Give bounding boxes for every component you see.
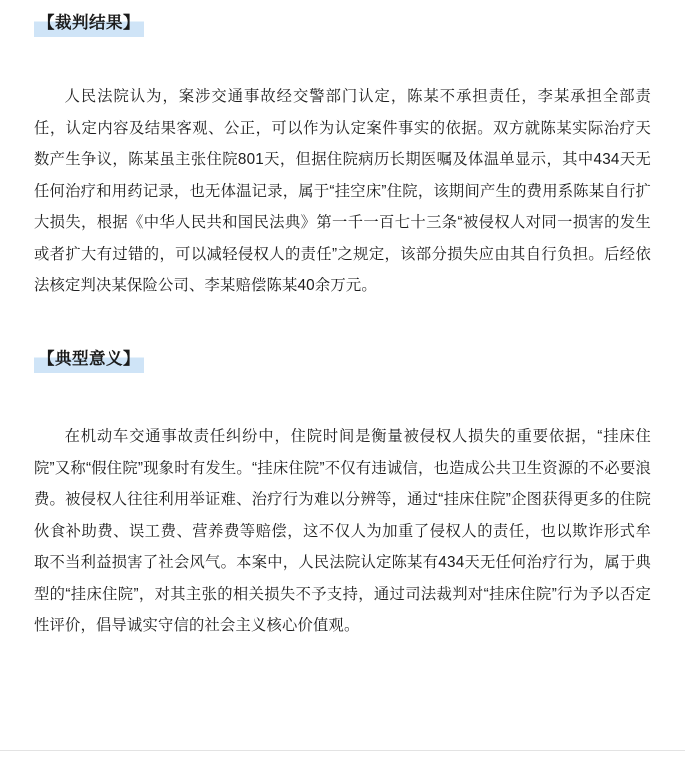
bottom-divider (0, 750, 685, 751)
spacer-after-verdict-heading (34, 37, 651, 81)
section-heading-wrap-verdict (34, 0, 651, 37)
section-heading-wrap-significance (34, 346, 651, 373)
spacer-before-significance-heading (34, 302, 651, 346)
paragraph-verdict: 人民法院认为，案涉交通事故经交警部门认定，陈某不承担责任，李某承担全部责任，认定内容及结果客观、公正，可以作为认定案件事实的依据。双方就陈某实际治疗天数产生争议，陈某虽主张住院801天，但据住院病历长期医嘱及体温单显示，其中434天无任何治疗和用药记录，也无体温记录，属于“挂空床”住院，该期间产生的费用系陈某自行扩大损失，根据《中华人民共和国民法典》第一千一百七十三条“被侵权人对同一损害的发生或者扩大有过错的，可以减轻侵权人的责任”之规定，该部分损失应由其自行负担。后经依法核定判决某保险公司、李某赔偿陈某40余万元。 (34, 88, 651, 295)
section-heading-verdict: 【裁判结果】 (34, 10, 144, 37)
section-heading-significance: 【典型意义】 (34, 346, 144, 373)
paragraph-significance: 在机动车交通事故责任纠纷中，住院时间是衡量被侵权人损失的重要依据，“挂床住院”又称“假住院”现象时有发生。“挂床住院”不仅有违诚信，也造成公共卫生资源的不必要浪费。被侵权人往往利用举证难、治疗行为难以分辨等，通过“挂床住院”企图获得更多的住院伙食补助费、误工费、营养费等赔偿，这不仅人为加重了侵权人的责任，也以欺诈形式牟取不当利益损害了社会风气。本案中，人民法院认定陈某有434天无任何治疗行为，属于典型的“挂床住院”，对其主张的相关损失不予支持，通过司法裁判对“挂床住院”行为予以否定性评价，倡导诚实守信的社会主义核心价值观。 (34, 428, 651, 635)
spacer-after-significance-heading (34, 373, 651, 421)
